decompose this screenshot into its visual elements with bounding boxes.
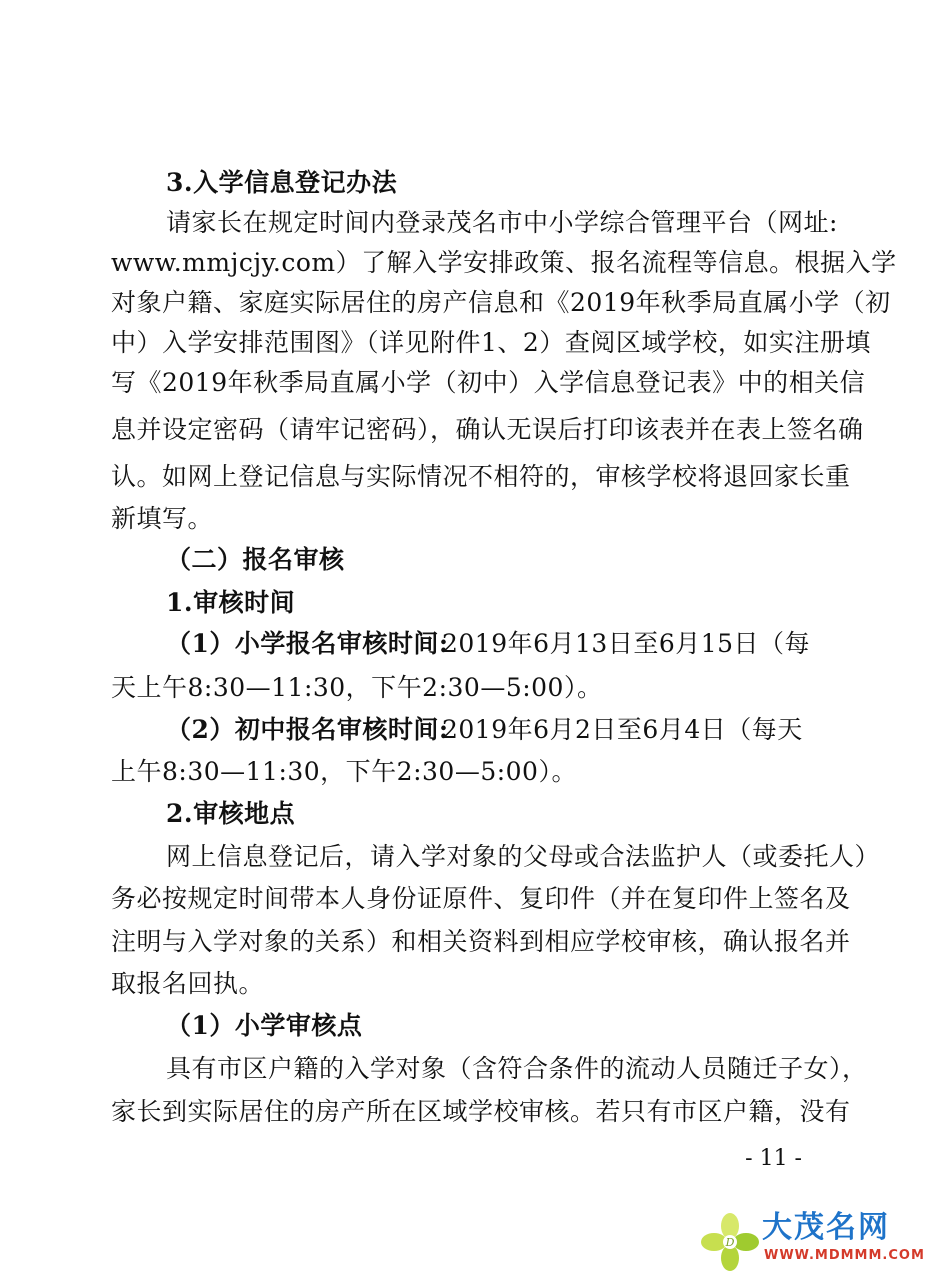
paragraph-line: 务必按规定时间带本人身份证原件、复印件（并在复印件上签名及 [111,884,851,913]
paragraph-line: 对象户籍、家庭实际居住的房产信息和《2019年秋季局直属小学（初 [111,288,891,317]
paragraph-line: 网上信息登记后，请入学对象的父母或合法监护人（或委托人） [166,842,881,871]
paragraph-line: 具有市区户籍的入学对象（含符合条件的流动人员随迁子女）， [166,1054,868,1083]
paragraph-line: 家长到实际居住的房产所在区域学校审核。若只有市区户籍，没有 [111,1097,851,1126]
watermark-logo [700,1202,925,1275]
primary-review-time-label: （1）小学报名审核时间: [166,629,449,658]
paragraph-line: 上午8:30—11:30，下午2:30—5:00）。 [111,757,577,786]
paragraph-line: 息并设定密码（请牢记密码），确认无误后打印该表并在表上签名确 [111,415,864,444]
page-number: - 11 - [745,1146,802,1171]
paragraph-line: 认。如网上登记信息与实际情况不相符的，审核学校将退回家长重 [111,462,851,491]
watermark-url: WWW.MDMMM.COM [764,1248,925,1263]
subheading-review-time: 1.审核时间 [166,588,296,617]
paragraph-line: 注明与入学对象的关系）和相关资料到相应学校审核，确认报名并 [111,927,851,956]
junior-review-time-label: （2）初中报名审核时间: [166,715,449,744]
section-heading-review: （二）报名审核 [166,545,345,574]
svg-text:D: D [725,1236,735,1249]
watermark-title: 大茂名网 [762,1210,890,1245]
paragraph-line: 取报名回执。 [111,969,265,998]
paragraph-line: 写《2019年秋季局直属小学（初中）入学信息登记表》中的相关信 [111,368,866,397]
heading-registration-method: 3.入学信息登记办法 [166,168,398,197]
paragraph-line: www.mmjcjy.com）了解入学安排政策、报名流程等信息。根据入学 [111,248,897,277]
flower-logo-icon [700,1212,760,1272]
primary-review-time-value: 2019年6月13日至6月15日（每 [442,629,811,658]
paragraph-line: 天上午8:30—11:30，下午2:30—5:00）。 [111,673,603,702]
junior-review-time-value: 2019年6月2日至6月4日（每天 [442,715,803,744]
paragraph-line: 请家长在规定时间内登录茂名市中小学综合管理平台（网址: [166,208,838,237]
paragraph-line: 中）入学安排范围图》（详见附件1、2）查阅区域学校，如实注册填 [111,328,871,357]
paragraph-line: 新填写。 [111,504,214,533]
subheading-review-location: 2.审核地点 [166,799,296,828]
subheading-primary-review-point: （1）小学审核点 [166,1011,363,1040]
